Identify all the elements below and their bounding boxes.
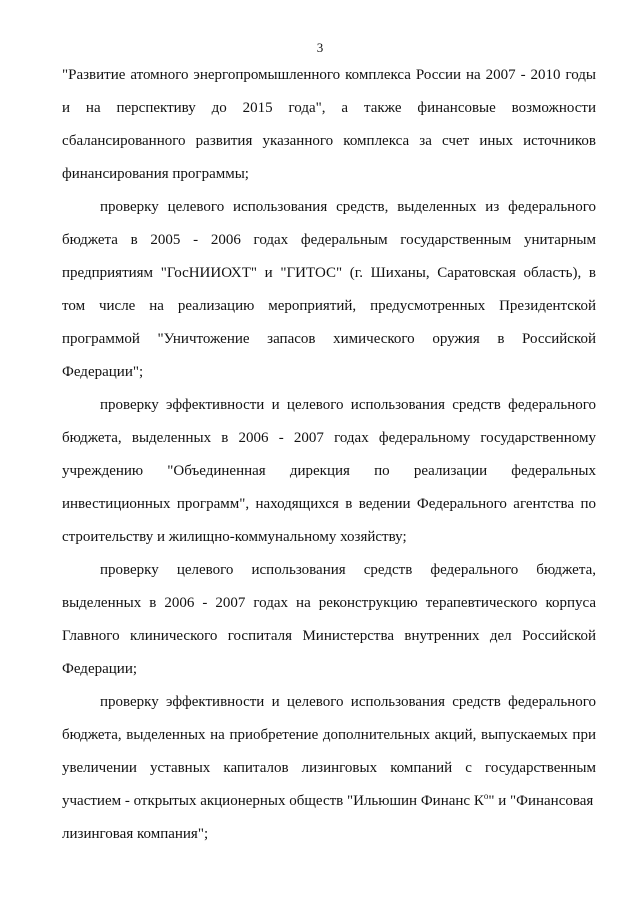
paragraph-3-line-4: инвестиционных программ", находящихся в ведении Федерального агентства по	[62, 496, 596, 512]
paragraph-2-line-2: бюджета в 2005 - 2006 годах федеральным государственным унитарным	[62, 232, 596, 248]
paragraph-4-line-4: Федерации;	[62, 661, 138, 677]
paragraph-2-line-6: Федерации";	[62, 364, 144, 380]
paragraph-3-line-5: строительству и жилищно-коммунальному хозяйству;	[62, 529, 407, 545]
paragraph-5-line-2: бюджета, выделенных на приобретение дополнительных акций, выпускаемых при	[62, 727, 596, 743]
paragraph-2-line-3: предприятиям "ГосНИИОХТ" и "ГИТОС" (г. Шиханы, Саратовская область), в	[62, 265, 596, 281]
paragraph-5-line-1: проверку эффективности и целевого использования средств федерального	[100, 694, 596, 710]
paragraph-1-line-1: "Развитие атомного энергопромышленного комплекса России на 2007 - 2010 годы	[62, 67, 596, 83]
paragraph-4-line-3: Главного клинического госпиталя Министерства внутренних дел Российской	[62, 628, 596, 644]
paragraph-1-line-4: финансирования программы;	[62, 166, 249, 182]
paragraph-1-line-2: и на перспективу до 2015 года", а также финансовые возможности	[62, 100, 596, 116]
paragraph-2-line-4: том числе на реализацию мероприятий, предусмотренных Президентской	[62, 298, 596, 314]
paragraph-3-line-3: учреждению "Объединенная дирекция по реализации федеральных	[62, 463, 596, 479]
paragraph-5-line-4	[62, 790, 596, 823]
paragraph-5-line-3: увеличении уставных капиталов лизинговых компаний с государственным	[62, 760, 596, 776]
paragraph-4-line-2: выделенных в 2006 - 2007 годах на реконструкцию терапевтического корпуса	[62, 595, 596, 611]
paragraph-2-line-5: программой "Уничтожение запасов химического оружия в Российской	[62, 331, 596, 347]
paragraph-5-line-4-tail: " и "Финансовая	[488, 793, 594, 809]
paragraph-3-line-2: бюджета, выделенных в 2006 - 2007 годах федеральному государственному	[62, 430, 596, 446]
paragraph-3-line-1: проверку эффективности и целевого использования средств федерального	[100, 397, 596, 413]
paragraph-5-line-4-text: участием - открытых акционерных обществ "Ильюшин Финанс К	[62, 793, 484, 809]
paragraph-5-superscript: о	[483, 791, 489, 801]
paragraph-4-line-1: проверку целевого использования средств федерального бюджета,	[100, 562, 596, 578]
paragraph-2-line-1: проверку целевого использования средств, выделенных из федерального	[100, 199, 596, 215]
document-body	[62, 64, 596, 856]
paragraph-1-line-3: сбалансированного развития указанного комплекса за счет иных источников	[62, 133, 596, 149]
page-number: 3	[316, 40, 324, 55]
paragraph-5-line-5: лизинговая компания";	[62, 826, 209, 842]
